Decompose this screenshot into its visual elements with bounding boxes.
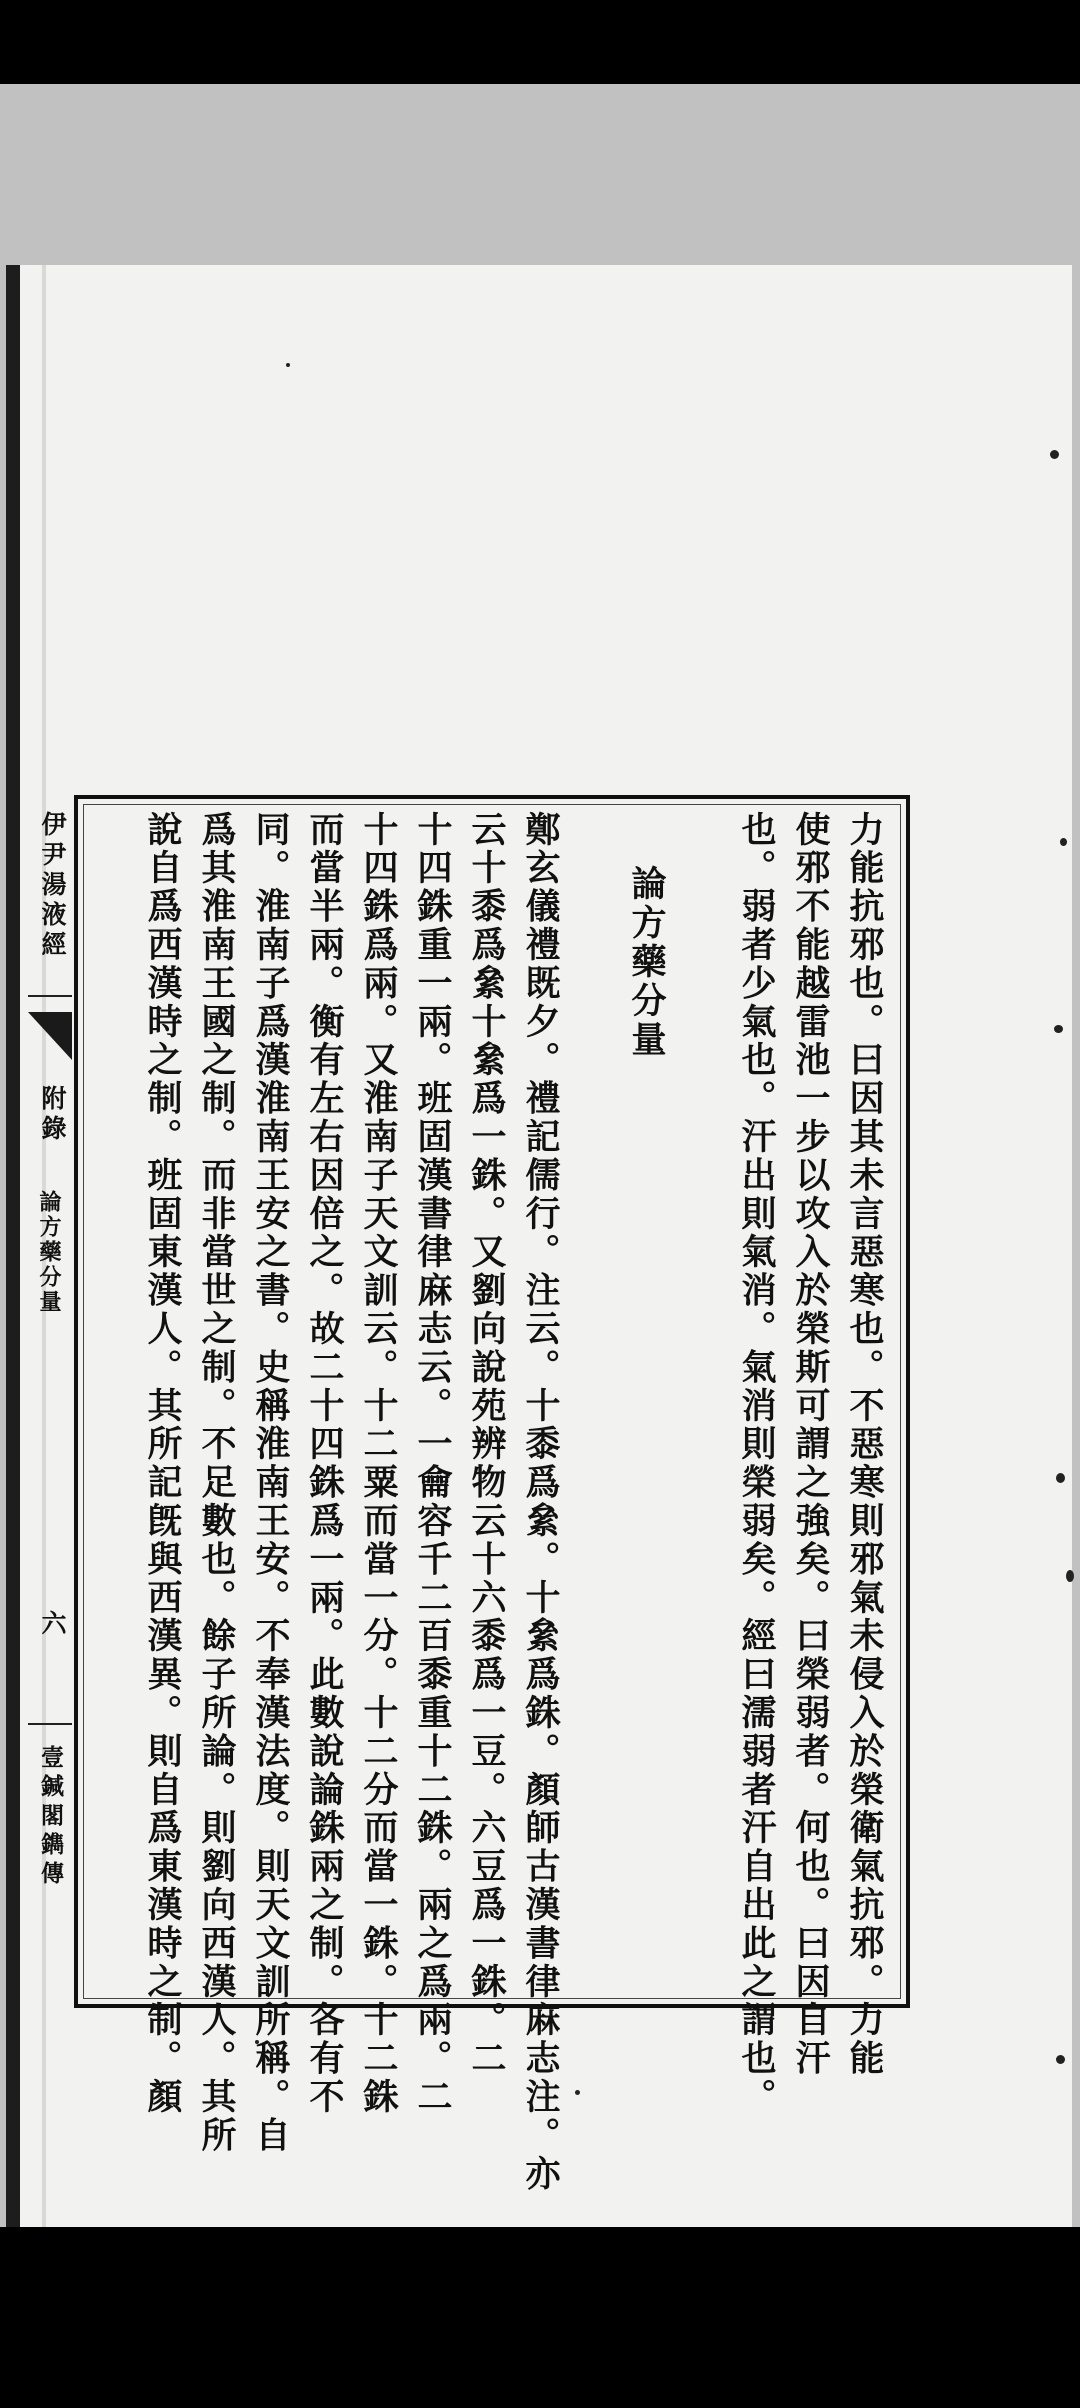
text-column: 同。淮南子爲漢淮南王安之書。史稱淮南王安。不奉漢法度。則天文訓所稱。自 <box>250 811 291 2155</box>
bottom-bar <box>0 2227 1080 2408</box>
speck <box>1050 450 1059 459</box>
top-bar <box>0 0 1080 84</box>
text-column: 而當半兩。衡有左右因倍之。故二十四銖爲一兩。此數說論銖兩之制。各有不 <box>304 811 345 2117</box>
text-column: 鄭玄儀禮既夕。禮記儒行。注云。十黍爲絫。十絫爲銖。顏師古漢書律麻志注。亦 <box>520 811 561 2194</box>
speck <box>1056 1473 1065 1483</box>
book-title: 伊尹湯液經 <box>38 811 67 961</box>
speck <box>575 2090 580 2095</box>
text-column: 云十黍爲絫十絫爲一銖。又劉向說苑辨物云十六黍爲一豆。六豆爲一銖。二 <box>466 811 507 2079</box>
section-label: 附錄 <box>38 1085 67 1145</box>
chapter-label: 論方藥分量 <box>36 1190 62 1315</box>
speck <box>1056 2055 1065 2064</box>
speck <box>286 363 290 367</box>
scanned-page <box>6 265 1072 2227</box>
text-frame <box>74 795 910 2194</box>
text-frame-inner <box>83 804 901 2194</box>
page-number: 六 <box>38 1610 67 1640</box>
text-column: 十四銖重一兩。班固漢書律麻志云。一龠容千二百黍重十二銖。兩之爲兩。二 <box>412 811 453 2117</box>
section-heading: 論方藥分量 <box>626 865 667 1060</box>
speck <box>1060 838 1067 846</box>
margin-strip <box>28 795 74 2008</box>
fishtail-mark <box>28 1012 72 1060</box>
text-column: 十四銖爲兩。又淮南子天文訓云。十二粟而當一分。十二分而當一銖。十二銖 <box>358 811 399 2117</box>
publisher-mark: 壹鍼閣鐫傳 <box>37 1745 64 1890</box>
text-column: 使邪不能越雷池一步以攻入於榮斯可謂之強矣。曰榮弱者。何也。曰因自汗 <box>790 811 831 2079</box>
margin-divider <box>28 995 72 997</box>
speck <box>1066 1570 1074 1582</box>
text-column: 說自爲西漢時之制。班固東漢人。其所記旣與西漢異。則自爲東漢時之制。顏 <box>142 811 183 2117</box>
text-column: 力能抗邪也。曰因其未言惡寒也。不惡寒則邪氣未侵入於榮衛氣抗邪。力能 <box>844 811 885 2079</box>
text-column: 爲其淮南王國之制。而非當世之制。不足數也。餘子所論。則劉向西漢人。其所 <box>196 811 237 2155</box>
speck <box>1054 1025 1063 1033</box>
text-column: 也。弱者少氣也。汗出則氣消。氣消則榮弱矣。經曰濡弱者汗自出此之謂也。 <box>736 811 777 2117</box>
margin-divider <box>28 1723 72 1725</box>
